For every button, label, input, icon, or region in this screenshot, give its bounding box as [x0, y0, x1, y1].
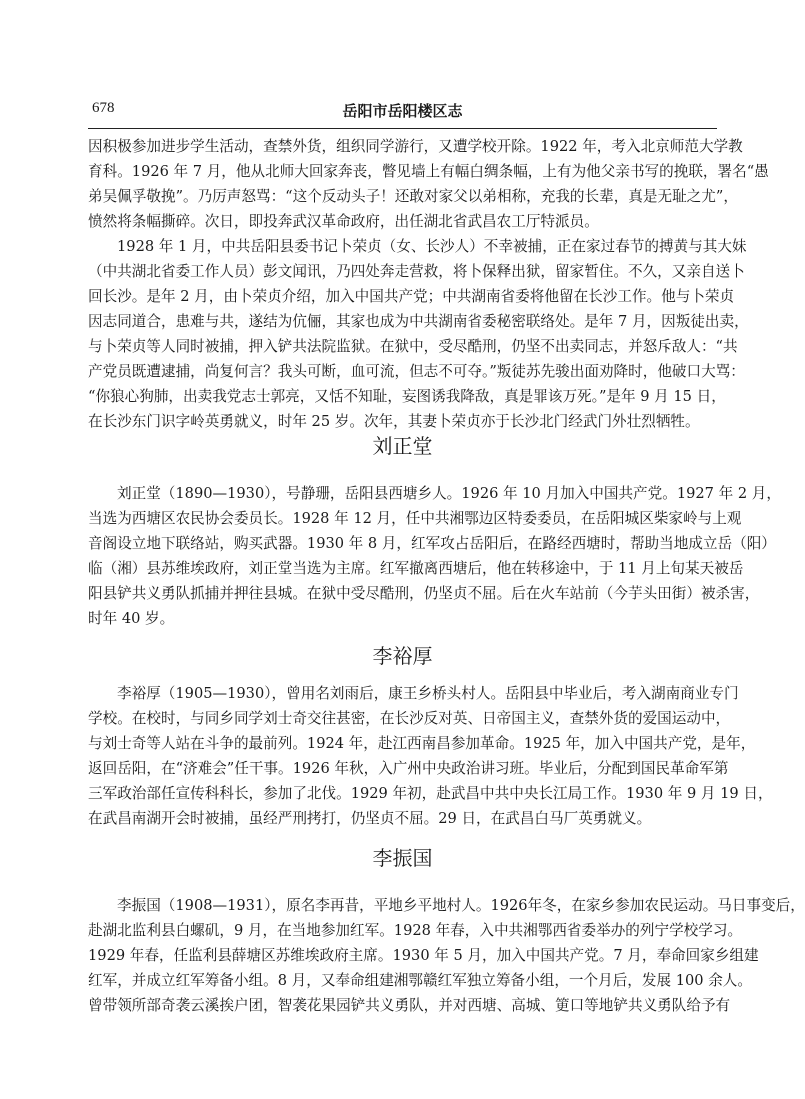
- text-line: 红军，并成立红军筹备小组。8 月，又奉命组建湘鄂赣红军独立筹备小组，一个月后，发展 100 余人。: [88, 972, 752, 989]
- text-line: 李振国（1908—1931），原名李再昔，平地乡平地村人。1926年冬，在家乡参加农民运动。马日事变后，: [117, 897, 805, 914]
- text-line: 刘正堂（1890—1930），号静珊，岳阳县西塘乡人。1926 年 10 月加入中国共产党。1927 年 2 月，: [117, 485, 781, 502]
- page-number: 678: [92, 100, 115, 116]
- text-line: 1928 年 1 月，中共岳阳县委书记卜荣贞（女、长沙人）不幸被捕，正在家过春节的搏黄与其大妹: [117, 238, 747, 255]
- text-line: 李裕厚（1905—1930），曾用名刘雨后，康王乡桥头村人。岳阳县中毕业后，考入湖南商业专门: [117, 685, 739, 702]
- text-line: 因积极参加进步学生活动，查禁外货，组织同学游行，又遭学校开除。1922 年，考入北京师范大学教: [88, 138, 743, 155]
- text-line: 1929 年春，任监利县薛塘区苏维埃政府主席。1930 年 5 月，加入中国共产党。7 月，奉命回家乡组建: [88, 947, 759, 964]
- section-body: [88, 893, 805, 1018]
- text-line: 当选为西塘区农民协会委员长。1928 年 12 月，任中共湘鄂边区特委委员，在岳阳城区柴家岭与上观: [88, 510, 742, 527]
- section-body: [88, 681, 773, 831]
- text-line: 赴湖北监利县白螺矶，9 月，在当地参加红军。1928 年春，入中共湘鄂西省委举办的列宁学校学习。: [88, 922, 743, 939]
- running-title: 岳阳市岳阳楼区志: [342, 102, 463, 120]
- text-line: 产党员既遭逮捕，尚复何言？我头可断，血可流，但志不可夺。”叛徒苏先骏出面劝降时，他破口大骂：: [88, 363, 745, 380]
- section-heading: 李裕厚: [372, 644, 433, 668]
- section-body: [88, 481, 781, 631]
- text-line: 时年 40 岁。: [88, 610, 175, 627]
- text-line: 愤然将条幅撕碎。次日，即投奔武汉革命政府，出任湖北省武昌农工厅特派员。: [88, 213, 599, 230]
- text-line: 返回岳阳，在“济难会”任干事。1926 年秋，入广州中央政治讲习班。毕业后，分配到国民革命军第: [88, 760, 729, 777]
- running-header: [88, 98, 717, 129]
- text-line: 与卜荣贞等人同时被捕，押入铲共法院监狱。在狱中，受尽酷刑，仍坚不出卖同志，并怒斥敌人：“共: [88, 338, 738, 355]
- text-line: 与刘士奇等人站在斗争的最前列。1924 年，赴江西南昌参加革命。1925 年，加入中国共产党，是年，: [88, 735, 756, 752]
- text-line: “你狼心狗肺，出卖我党志士郭亮，又恬不知耻，妄图诱我降敌，真是罪该万死。”是年 9 月 15 日，: [88, 388, 726, 405]
- section-heading: 刘正堂: [372, 434, 433, 458]
- text-line: （中共湖北省委工作人员）彭文闻讯，乃四处奔走营救，将卜保释出狱，留家暂住。不久，又亲自送卜: [88, 263, 745, 280]
- text-line: 弟吴佩孚敬挽”。乃厉声怒骂：“这个反动头子！还敢对家父以弟相称，充我的长辈，真是无耻之尤”，: [88, 188, 738, 205]
- text-line: 三军政治部任宣传科科长，参加了北伐。1929 年初，赴武昌中共中央长江局工作。1930 年 9 月 19 日，: [88, 785, 773, 802]
- paragraph: [88, 234, 749, 434]
- paragraph: [88, 681, 773, 831]
- text-line: 育科。1926 年 7 月，他从北师大回家奔丧，瞥见墙上有幅白绸条幅，上有为他父亲书写的挽联，署名“愚: [88, 163, 769, 180]
- text-line: 临（湘）县苏维埃政府，刘正堂当选为主席。红军撤离西塘后，他在转移途中，于 11 月上旬某天被岳: [88, 560, 744, 577]
- text-line: 回长沙。是年 2 月，由卜荣贞介绍，加入中国共产党；中共湖南省委将他留在长沙工作。他与卜荣贞: [88, 288, 735, 305]
- paragraph: [88, 893, 805, 1018]
- section-heading: 李振国: [372, 846, 433, 870]
- paragraph: [88, 134, 769, 234]
- text-line: 因志同道合，患难与共，遂结为伉俪，其家也成为中共湖南省委秘密联络处。是年 7 月，因叛徒出卖，: [88, 313, 749, 330]
- text-line: 在长沙东门识字岭英勇就义，时年 25 岁。次年，其妻卜荣贞亦于长沙北门经武门外壮烈牺牲。: [88, 413, 700, 430]
- text-line: 曾带领所部奇袭云溪挨户团，智袭花果园铲共义勇队，并对西塘、高城、筻口等地铲共义勇队给予有: [88, 997, 731, 1014]
- text-line: 在武昌南湖开会时被捕，虽经严刑拷打，仍坚贞不屈。29 日，在武昌白马厂英勇就义。: [88, 810, 652, 827]
- paragraph: [88, 481, 781, 631]
- text-line: 学校。在校时，与同乡同学刘士奇交往甚密，在长沙反对英、日帝国主义，查禁外货的爱国运动中，: [88, 710, 731, 727]
- section-body: [88, 134, 769, 434]
- text-line: 阳县铲共义勇队抓捕并押往县城。在狱中受尽酷刑，仍坚贞不屈。后在火车站前（今芋头田街）被杀害，: [88, 585, 760, 602]
- text-line: 音阁设立地下联络站，购买武器。1930 年 8 月，红军攻占岳阳后，在路经西塘时，帮助当地成立岳（阳）: [88, 535, 776, 552]
